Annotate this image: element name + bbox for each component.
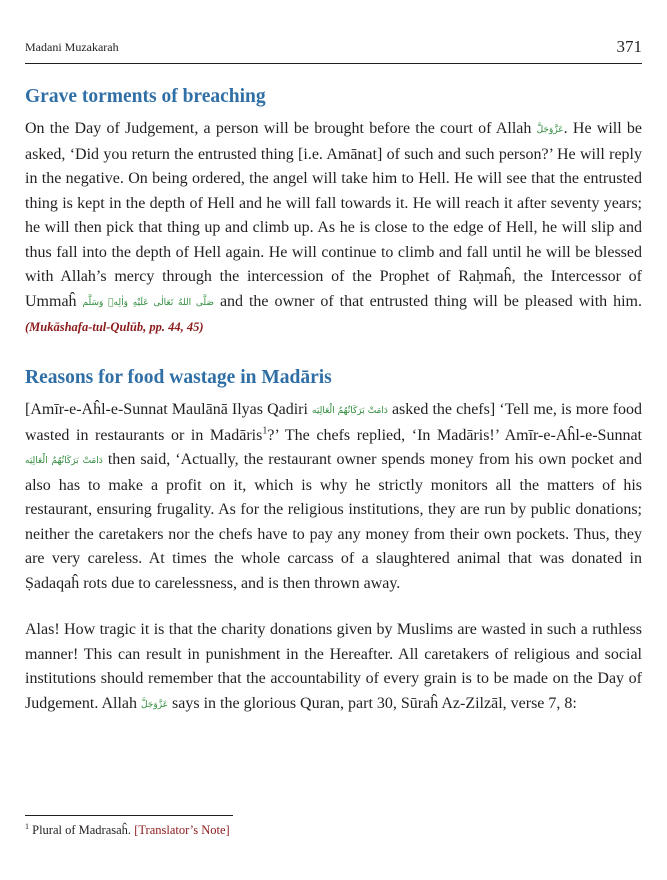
footnote-rule xyxy=(25,815,233,816)
paragraph-text: [Amīr-e-Aĥl-e-Sunnat Maulānā Ilyas Qadiri xyxy=(25,401,308,418)
paragraph-text: On the Day of Judgement, a person will be brought before the court of Allah xyxy=(25,120,532,137)
section-heading: Reasons for food wastage in Madāris xyxy=(25,367,332,388)
footnote xyxy=(25,823,230,838)
honorific-calligraphy: عَزَّوَجَلَّ xyxy=(140,699,169,710)
honorific-calligraphy: دَامَتْ بَرَكَاتُهُمُ الْعَالِيَه xyxy=(25,456,103,466)
footnote-number: 1 xyxy=(25,821,29,831)
section-food-wastage xyxy=(25,365,642,717)
running-title: Madani Muzakarah xyxy=(25,40,119,54)
citation: (Mukāshafa-tul-Qulūb, pp. 44, 45) xyxy=(25,320,204,334)
honorific-calligraphy: دَامَتْ بَرَكَاتُهُمُ الْعَالِيَه xyxy=(312,406,388,416)
honorific-calligraphy: عَزَّوَجَلَّ xyxy=(536,125,564,135)
paragraph xyxy=(25,618,642,717)
paragraph xyxy=(25,398,642,596)
translator-note: [Translator’s Note] xyxy=(134,823,230,837)
page-number: 371 xyxy=(616,37,642,56)
paragraph-text: says in the glorious Quran, part 30, Sūraĥ Az-Zilzāl, verse 7, 8: xyxy=(172,694,577,712)
footnote-reference[interactable]: 1 xyxy=(262,425,268,437)
paragraph xyxy=(25,117,642,340)
footnote-text: Plural of Madrasaĥ. xyxy=(32,823,132,837)
header-rule xyxy=(25,63,642,64)
section-heading: Grave torments of breaching xyxy=(25,86,266,107)
honorific-calligraphy: صَلَّى اللهُ تَعَالٰی عَلَيْهِ وَاٰلِهٖ وَسَلَّم xyxy=(82,297,215,308)
section-grave-torments xyxy=(25,84,642,340)
paragraph-text: and the owner of that entrusted thing will be pleased with him. xyxy=(219,292,643,310)
paragraph-text: . He will be asked, ‘Did you return the entrusted thing [i.e. Amānat] of such and such person?’ He will reply in the negative. On being ordered, the angel will take him to Hell. He will see that the entrusted thing is kept in the depth of Hell and he will fall towards it. He will reach it after seventy years; he will then pick that thing up and climb up. As he is close to the edge of Hell, he will slip and thus fall into the depth of Hell again. He will continue to climb and fall until he will be blessed with Allah’s mercy through the intercession of the Prophet of Raḥmaĥ, the Intercessor of Ummaĥ xyxy=(25,120,642,310)
paragraph-text: then said, ‘Actually, the restaurant owner spends money from his own pocket and also has to make a profit on it, which is why he strictly monitors all the matters of his restaurant, ensuring frugality. As for the religious institutions, they are run by public donations; neither the caretakers nor the chefs have to pay any money from their own pockets. Thus, they are very careless. At times the whole carcass of a slaughtered animal that was donated in Ṣadaqaĥ rots due to carelessness, and is then thrown away. xyxy=(25,451,643,592)
paragraph-text: Alas! How tragic it is that the charity donations given by Muslims are wasted in such a ruthless manner! This can result in punishment in the Hereafter. All caretakers of religious and social institutions should remember that the accountability of every grain is to be made on the Day of Judgement. Allah xyxy=(25,621,642,712)
paragraph-text: asked the chefs] ‘Tell me, is more food wasted in restaurants or in Madāris xyxy=(25,401,643,444)
running-head xyxy=(25,37,642,59)
paragraph-text: ?’ The chefs replied, ‘In Madāris!’ Amīr-e-Aĥl-e-Sunnat xyxy=(267,426,643,444)
